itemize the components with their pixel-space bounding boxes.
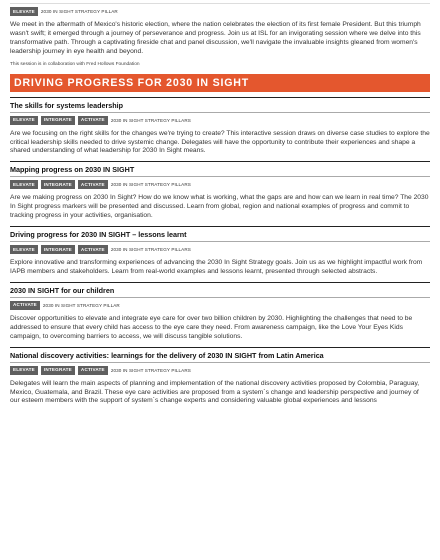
session-body: Discover opportunities to elevate and integrate eye care for over two billion children by 2030. Highlighting the challenges that need to be addressed to ensure that every child has access to the eye care they need. From awareness campaign, like the Love Your Eyes Kids campaign, to overcoming barriers to access, we will discuss tangible solutions. xyxy=(10,314,413,340)
session-pillar-row xyxy=(10,180,430,189)
pillar-tagline: 2030 IN SIGHT STRATEGY PILLARS xyxy=(110,117,191,123)
pill-elevate: ELEVATE xyxy=(10,116,38,125)
session-title: 2030 IN SIGHT for our children xyxy=(10,285,115,295)
pill-integrate: INTEGRATE xyxy=(41,366,75,375)
pill-elevate: ELEVATE xyxy=(10,180,38,189)
pillar-tagline: 2030 IN SIGHT STRATEGY PILLAR xyxy=(42,302,120,308)
pill-integrate: INTEGRATE xyxy=(41,116,75,125)
pill-activate: ACTIVATE xyxy=(78,116,108,125)
session-pillar-row xyxy=(10,301,430,310)
divider xyxy=(10,362,430,363)
session-pillar-row xyxy=(10,366,430,375)
session-block xyxy=(10,97,430,157)
session-body: Are we focusing on the right skills for the changes we're trying to create? This interactive session draws on diverse case studies to explore the critical leadership skills needed to drive systemic change. Delegates will have the opportunity to contribute their experiences and shape a shared understanding of what leadership for 2030 In Sight means. xyxy=(10,129,430,155)
intro-body: We meet in the aftermath of Mexico's historic election, where the nation celebrates the election of its first female President. But this triumph wasn't swift; it emerged through a journey of perseverance and progress. Join us at ISL for an invigorating session where we delve into this transformative path. Through a captivating fireside chat and panel discussion, we'll navigate the invaluable insights gleaned from women's leadership journey in eye health and beyond. xyxy=(10,21,421,55)
pillar-tagline: 2030 IN SIGHT STRATEGY PILLARS xyxy=(110,367,191,373)
section-banner: DRIVING PROGRESS FOR 2030 IN SIGHT xyxy=(10,74,430,92)
session-pillar-row xyxy=(10,116,430,125)
session-body: Delegates will learn the main aspects of planning and implementation of the national discovery activities proposed by Colombia, Paraguay, Mexico, Guatemala, and Brazil. These eye care activities are proposed from a system´s change and leadership perspective and journey of our esteem members with the support of system´s change experts and considering valuable global experiences and lessons xyxy=(10,379,420,405)
session-pillar-row xyxy=(10,245,430,254)
session-title: Mapping progress on 2030 IN SIGHT xyxy=(10,165,135,175)
session-body: Explore innovative and transforming experiences of advancing the 2030 In Sight Strategy goals. Join us as we highlight impactful work from IAPB members and stakeholders. Learn from real-world examples and lessons learnt, presented through selected abstracts. xyxy=(10,259,423,275)
pill-activate: ACTIVATE xyxy=(10,301,40,310)
session-title: National discovery activities: learnings for the delivery of 2030 IN SIGHT from Latin America xyxy=(10,350,324,360)
session-block xyxy=(10,347,430,407)
intro-pillar-row xyxy=(10,7,430,16)
pillar-tagline: 2030 IN SIGHT STRATEGY PILLARS xyxy=(110,182,191,188)
session-block xyxy=(10,161,430,221)
pill-activate: ACTIVATE xyxy=(78,366,108,375)
pill-integrate: INTEGRATE xyxy=(41,245,75,254)
pill-integrate: INTEGRATE xyxy=(41,180,75,189)
pill-elevate: ELEVATE xyxy=(10,366,38,375)
divider xyxy=(10,241,430,242)
pill-elevate: ELEVATE xyxy=(10,7,38,16)
cut-off-header xyxy=(10,0,430,4)
pill-activate: ACTIVATE xyxy=(78,180,108,189)
collaboration-note: This session is in collaboration with Fred Hollows Foundation xyxy=(10,61,140,67)
session-block xyxy=(10,282,430,342)
session-body: Are we making progress on 2030 In Sight? How do we know what is working, what the gaps are and how can we learn in real time? The 2030 In Sight progress markers will be presented and discussed. Learn from global, region and national examples of progress and commit to tracking progress in your activities, organisation. xyxy=(10,194,429,220)
pillar-tagline: 2030 IN SIGHT STRATEGY PILLARS xyxy=(110,247,191,253)
pillar-tagline: 2030 IN SIGHT STRATEGY PILLAR xyxy=(40,9,118,14)
divider xyxy=(10,297,430,298)
pill-elevate: ELEVATE xyxy=(10,245,38,254)
session-title: The skills for systems leadership xyxy=(10,100,124,110)
session-title: Driving progress for 2030 IN SIGHT – lessons learnt xyxy=(10,230,187,240)
divider xyxy=(10,112,430,113)
pill-activate: ACTIVATE xyxy=(78,245,108,254)
session-block xyxy=(10,226,430,277)
divider xyxy=(10,176,430,177)
